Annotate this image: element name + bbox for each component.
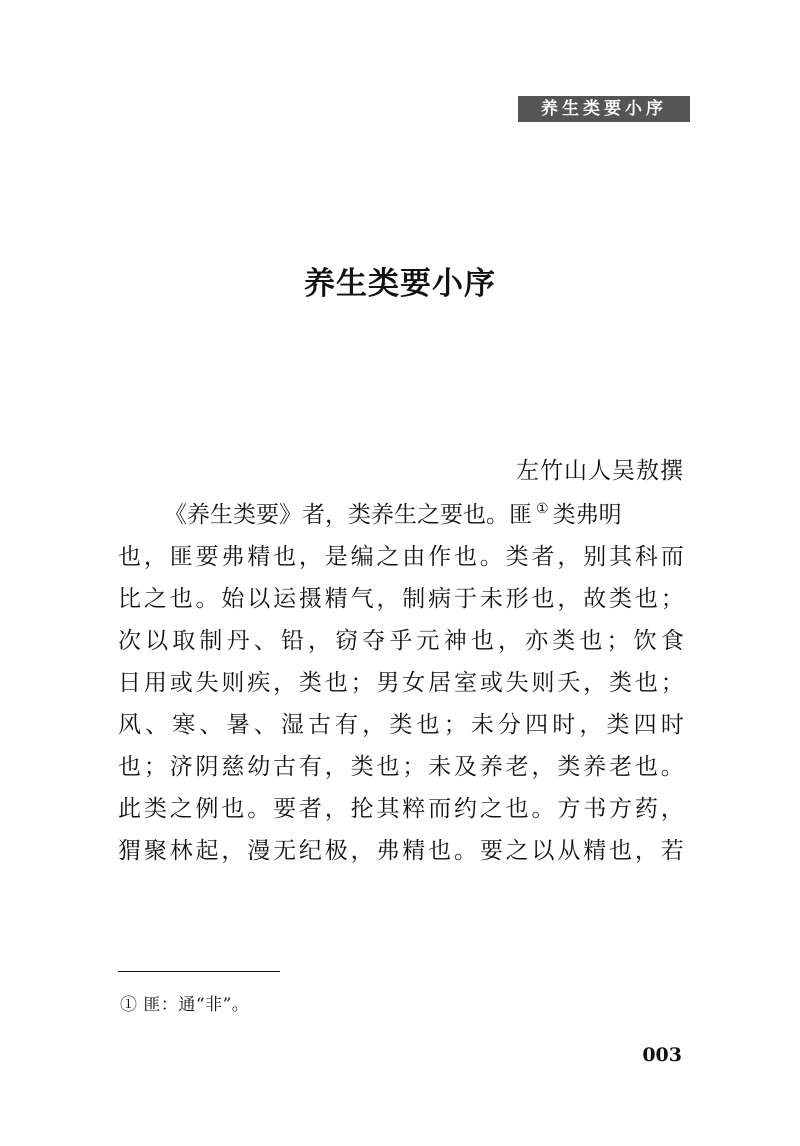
author-line: 左竹山人吴敖撰 [516,458,684,484]
running-header: 养生类要小序 [518,96,690,122]
footnote-marker: ① [536,501,549,518]
body-line: 也 ， 匪 要 弗 精 也 ， 是 编 之 由 作 也 。 类 者 ， 别 其 科 而 [118,544,684,570]
body-line: 风 、 寒 、 暑 、 湿 古 有 ， 类 也 ； 未 分 四 时 ， 类 四 时 [118,712,684,738]
body-line-start: 《养生类要》者，类养生之要也。匪 [164,502,532,528]
body-line [118,494,684,536]
body-line: 也 ； 济 阴 慈 幼 古 有 ， 类 也 ； 未 及 养 老 ， 类 养 老 也 。 [118,754,684,780]
body-lines [118,536,684,872]
body-line: 比 之 也 。 始 以 运 摄 精 气 ， 制 病 于 未 形 也 ， 故 类 也 ； [118,586,684,612]
page-number: 003 [642,1044,682,1066]
body-line-text [164,494,622,536]
body-line: 此 类 之 例 也 。 要 者 ， 抡 其 粹 而 约 之 也 。 方 书 方 药 ， [118,796,684,822]
body-line: 次 以 取 制 丹 、 铅 ， 窃 夺 乎 元 神 也 ， 亦 类 也 ； 饮 食 [118,628,684,654]
body-line: 日 用 或 失 则 疾 ， 类 也 ； 男 女 居 室 或 失 则 夭 ， 类 也 ； [118,670,684,696]
footnote-divider [118,971,280,972]
body-line: 猬 聚 林 起 ， 漫 无 纪 极 ， 弗 精 也 。 要 之 以 从 精 也 ， 若 [118,838,684,864]
footnote: ① 匪：通“非”。 [120,995,250,1015]
body-text [118,494,684,872]
chapter-title: 养生类要小序 [304,266,496,302]
body-line-end: 类弗明 [552,502,622,528]
